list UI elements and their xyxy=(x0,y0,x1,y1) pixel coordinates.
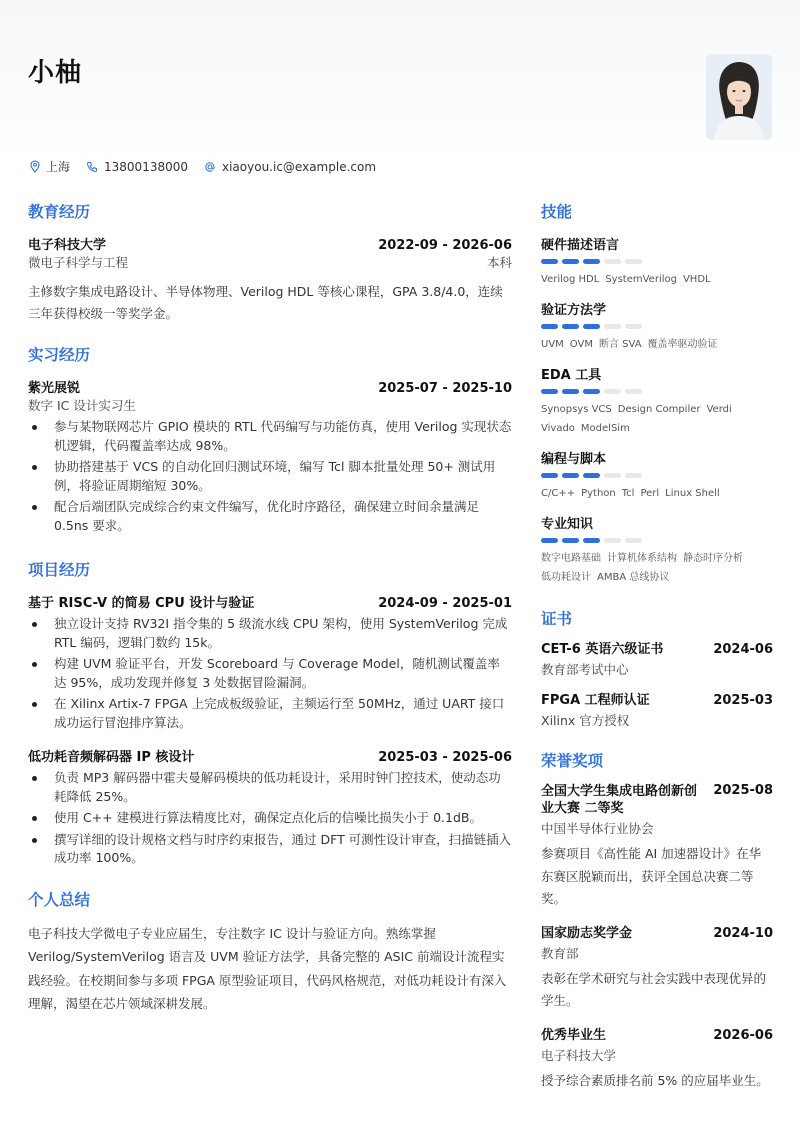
skill-level-segment xyxy=(562,259,579,264)
skills-list xyxy=(541,234,773,587)
portrait-image xyxy=(706,54,772,140)
skill-level-segment xyxy=(625,324,642,329)
skill-tag: Verilog HDL xyxy=(541,274,600,285)
summary-text: 电子科技大学微电子专业应届生，专注数字 IC 设计与验证方向。熟练掌握 Verilog/SystemVerilog 语言及 UVM 验证方法学，具备完整的 ASIC 前端设计流程实践经验。在校期间参与多项 FPGA 原型验证项目，代码风格规范，对低功耗设计有深入理解，渴望在芯片领域深耕发展。 xyxy=(28,925,507,1011)
skill-level-segment xyxy=(541,259,558,264)
skill-group xyxy=(541,448,773,503)
honor-row xyxy=(541,783,773,817)
at-sign-icon xyxy=(204,161,216,173)
internship-bullets xyxy=(28,418,512,535)
project-row xyxy=(28,746,512,765)
header-band xyxy=(0,0,800,160)
contact-email[interactable] xyxy=(204,160,376,174)
school-name: 电子科技大学 xyxy=(28,238,107,253)
skill-level-bar xyxy=(541,473,773,478)
skill-group xyxy=(541,234,773,289)
honors-heading: 荣誉奖项 xyxy=(541,752,604,770)
skill-level-segment xyxy=(583,473,600,478)
skill-tag: 断言 SVA xyxy=(598,339,642,350)
skill-level-segment xyxy=(541,324,558,329)
skill-group xyxy=(541,299,773,354)
skill-tag: VHDL xyxy=(682,274,711,285)
skill-tag: SystemVerilog xyxy=(605,274,677,285)
skill-level-segment xyxy=(604,324,621,329)
honor-name: 国家励志奖学金 xyxy=(541,925,633,941)
certificate-issuer: Xilinx 官方授权 xyxy=(541,713,630,728)
skill-tag: 覆盖率驱动验证 xyxy=(647,339,718,350)
honor-row xyxy=(541,925,773,942)
skills-section xyxy=(541,200,773,587)
skill-level-segment xyxy=(562,389,579,394)
skills-heading: 技能 xyxy=(541,203,573,221)
skill-level-segment xyxy=(625,389,642,394)
certificate-entry xyxy=(541,641,773,678)
skill-level-segment xyxy=(604,259,621,264)
contact-phone[interactable] xyxy=(86,160,188,174)
skill-tag: Perl xyxy=(640,488,660,499)
honor-entry xyxy=(541,783,773,911)
skill-tags xyxy=(541,549,773,587)
skill-tags xyxy=(541,484,773,503)
profile-photo xyxy=(706,54,772,140)
skill-tag: ModelSim xyxy=(580,423,630,434)
skill-group xyxy=(541,364,773,438)
honor-name: 优秀毕业生 xyxy=(541,1027,607,1043)
skill-tag: C/C++ xyxy=(541,488,576,499)
list-item: 参与某物联网芯片 GPIO 模块的 RTL 代码编写与功能仿真，使用 Verilog 实现状态机逻辑，代码覆盖率达成 98%。 xyxy=(28,418,512,455)
project-name: 低功耗音频解码器 IP 核设计 xyxy=(28,750,195,765)
honor-issuer: 电子科技大学 xyxy=(541,1047,617,1063)
location-pin-icon xyxy=(30,160,40,173)
certificate-entry xyxy=(541,692,773,729)
project-date: 2025-03 - 2025-06 xyxy=(378,750,512,765)
skill-tag: Synopsys VCS xyxy=(541,404,612,415)
skill-level-bar xyxy=(541,259,773,264)
skill-tag: 低功耗设计 xyxy=(541,572,591,583)
internship-row xyxy=(28,377,512,396)
education-section xyxy=(28,200,512,325)
education-heading: 教育经历 xyxy=(28,203,91,221)
project-bullets xyxy=(28,615,512,732)
candidate-name: 小柚 xyxy=(28,58,83,88)
skill-name: EDA 工具 xyxy=(541,368,602,383)
skill-group xyxy=(541,513,773,587)
skill-name: 硬件描述语言 xyxy=(541,238,620,253)
skill-level-segment xyxy=(604,389,621,394)
company-name: 紫光展锐 xyxy=(28,381,81,396)
phone-icon xyxy=(86,161,98,173)
internship-role: 数字 IC 设计实习生 xyxy=(28,398,136,413)
project-entry xyxy=(28,746,512,868)
skill-name: 编程与脚本 xyxy=(541,452,607,467)
skill-tags xyxy=(541,270,773,289)
email-text: xiaoyou.ic@example.com xyxy=(222,159,377,174)
certificate-date: 2025-03 xyxy=(713,693,773,708)
summary-section xyxy=(28,888,512,1016)
contact-bar xyxy=(30,158,376,175)
degree-name: 本科 xyxy=(486,255,512,270)
honor-description: 表彰在学术研究与社会实践中表现优异的学生。 xyxy=(541,970,767,1008)
certificate-name: CET-6 英语六级证书 xyxy=(541,642,664,657)
skill-tag: 计算机体系结构 xyxy=(607,553,677,564)
project-entry xyxy=(28,592,512,732)
project-bullets xyxy=(28,769,512,868)
skill-tag: Design Compiler xyxy=(617,404,701,415)
skill-tag: 静态时序分析 xyxy=(683,553,743,564)
skill-tags xyxy=(541,400,773,438)
skill-level-segment xyxy=(625,538,642,543)
certificate-issuer: 教育部考试中心 xyxy=(541,662,629,677)
contact-location xyxy=(30,158,70,175)
left-column xyxy=(28,200,512,1016)
education-description: 主修数字集成电路设计、半导体物理、Verilog HDL 等核心课程，GPA 3.8/4.0，连续三年获得校级一等奖学金。 xyxy=(28,284,503,321)
projects-section xyxy=(28,558,512,868)
certificate-name: FPGA 工程师认证 xyxy=(541,693,650,708)
skill-name: 验证方法学 xyxy=(541,303,607,318)
skill-level-segment xyxy=(541,473,558,478)
skill-level-segment xyxy=(583,389,600,394)
skill-tag: OVM xyxy=(569,339,593,350)
certificates-heading: 证书 xyxy=(541,610,573,628)
major-name: 微电子科学与工程 xyxy=(28,255,129,270)
honor-description: 授予综合素质排名前 5% 的应届毕业生。 xyxy=(541,1072,769,1088)
honor-row xyxy=(541,1027,773,1044)
skill-level-segment xyxy=(583,538,600,543)
honor-entry xyxy=(541,1027,773,1093)
skill-level-segment xyxy=(562,538,579,543)
honor-issuer: 中国半导体行业协会 xyxy=(541,821,654,836)
skill-level-bar xyxy=(541,389,773,394)
list-item: 使用 C++ 建模进行算法精度比对，确保定点化后的信噪比损失小于 0.1dB。 xyxy=(28,809,512,828)
list-item: 撰写详细的设计规格文档与时序约束报告，通过 DFT 可测性设计审查，扫描链插入成功率 100%。 xyxy=(28,831,512,868)
skill-level-segment xyxy=(541,538,558,543)
skill-tag: UVM xyxy=(541,339,564,350)
location-text: 上海 xyxy=(46,160,71,174)
projects-heading: 项目经历 xyxy=(28,561,91,579)
skill-tag: Linux Shell xyxy=(665,488,720,499)
skill-level-segment xyxy=(604,538,621,543)
education-subrow xyxy=(28,253,512,271)
skill-tag: AMBA 总线协议 xyxy=(597,572,670,583)
skill-level-bar xyxy=(541,324,773,329)
project-row xyxy=(28,592,512,611)
honor-name: 全国大学生集成电路创新创业大赛 二等奖 xyxy=(541,784,698,816)
skill-level-segment xyxy=(541,389,558,394)
skill-tag: Verdi xyxy=(706,404,732,415)
skill-level-segment xyxy=(562,324,579,329)
skill-level-segment xyxy=(562,473,579,478)
education-row xyxy=(28,234,512,253)
skill-tags xyxy=(541,335,773,354)
project-date: 2024-09 - 2025-01 xyxy=(378,596,512,611)
honor-issuer: 教育部 xyxy=(541,945,579,961)
skill-level-segment xyxy=(583,324,600,329)
right-column xyxy=(541,200,773,1106)
skill-name: 专业知识 xyxy=(541,517,594,532)
skill-tag: 数字电路基础 xyxy=(541,553,601,564)
internship-heading: 实习经历 xyxy=(28,346,91,364)
internship-date: 2025-07 - 2025-10 xyxy=(378,381,512,396)
project-name: 基于 RISC-V 的简易 CPU 设计与验证 xyxy=(28,596,255,611)
honor-date: 2025-08 xyxy=(713,783,773,798)
list-item: 在 Xilinx Artix-7 FPGA 上完成板级验证，主频运行至 50MHz，通过 UART 接口成功运行冒泡排序算法。 xyxy=(28,695,512,732)
certificate-date: 2024-06 xyxy=(713,642,773,657)
honors-section xyxy=(541,749,773,1092)
honor-description: 参赛项目《高性能 AI 加速器设计》在华东赛区脱颖而出，获评全国总决赛二等奖。 xyxy=(541,846,762,906)
honor-date: 2024-10 xyxy=(713,925,773,941)
phone-text: 13800138000 xyxy=(104,159,188,174)
honor-date: 2026-06 xyxy=(713,1027,773,1043)
skill-level-bar xyxy=(541,538,773,543)
skill-level-segment xyxy=(583,259,600,264)
skill-tag: Python xyxy=(581,488,616,499)
certificates-section xyxy=(541,607,773,729)
skill-tag: Tcl xyxy=(621,488,635,499)
certificate-row xyxy=(541,641,773,658)
list-item: 负责 MP3 解码器中霍夫曼解码模块的低功耗设计，采用时钟门控技术，使动态功耗降低 25%。 xyxy=(28,769,512,806)
skill-level-segment xyxy=(625,259,642,264)
internship-section xyxy=(28,343,512,535)
skill-level-segment xyxy=(625,473,642,478)
certificate-row xyxy=(541,692,773,709)
skill-level-segment xyxy=(604,473,621,478)
list-item: 构建 UVM 验证平台，开发 Scoreboard 与 Coverage Model，随机测试覆盖率达 95%，成功发现并修复 3 处数据冒险漏洞。 xyxy=(28,655,512,692)
honor-entry xyxy=(541,925,773,1013)
list-item: 配合后端团队完成综合约束文件编写，优化时序路径，确保建立时间余量满足 0.5ns 要求。 xyxy=(28,498,512,535)
skill-tag: Vivado xyxy=(541,423,575,434)
list-item: 独立设计支持 RV32I 指令集的 5 级流水线 CPU 架构，使用 SystemVerilog 完成 RTL 编码，逻辑门数约 15k。 xyxy=(28,615,512,652)
education-date: 2022-09 - 2026-06 xyxy=(378,238,512,253)
list-item: 协助搭建基于 VCS 的自动化回归测试环境，编写 Tcl 脚本批量处理 50+ 测试用例，将验证周期缩短 30%。 xyxy=(28,458,512,495)
summary-heading: 个人总结 xyxy=(28,890,91,909)
